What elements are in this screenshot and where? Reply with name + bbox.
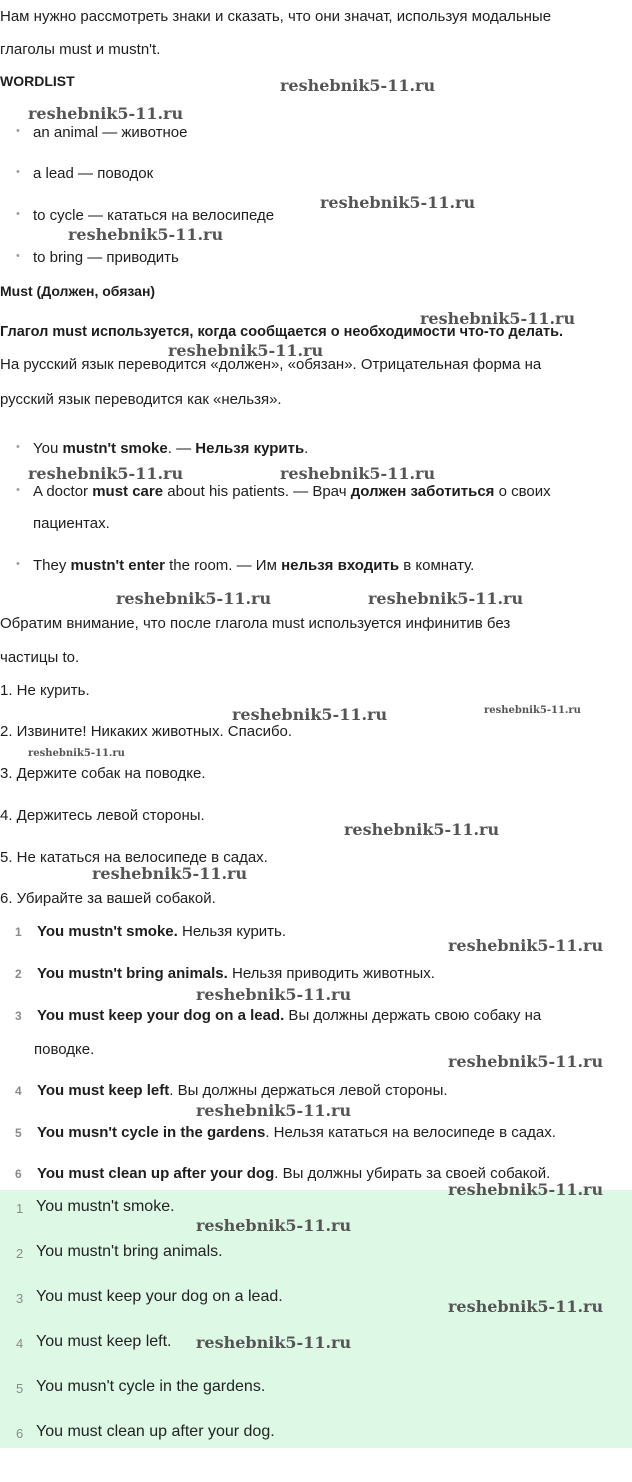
- watermark: reshebnik5-11.ru: [484, 705, 581, 716]
- wordlist-item: • a lead — поводок: [16, 165, 153, 182]
- sign-item: 5. Не кататься на велосипеде в садах.: [0, 849, 268, 866]
- answer-final-row: 6 You must clean up after your dog.: [16, 1423, 275, 1441]
- watermark: reshebnik5-11.ru: [116, 589, 272, 608]
- answer-final-row: 1 You mustn't smoke.: [16, 1198, 175, 1216]
- answer-translated-row: 2 You mustn't bring animals. Нельзя приводить животных.: [15, 965, 435, 982]
- must-rule: Глагол must используется, когда сообщается о необходимости что-то делать.: [0, 324, 564, 340]
- watermark: reshebnik5-11.ru: [28, 464, 184, 483]
- sign-item: 6. Убирайте за вашей собакой.: [0, 890, 216, 907]
- answer-final-row: 3 You must keep your dog on a lead.: [16, 1288, 283, 1306]
- answer-translated-row: 4 You must keep left. Вы должны держаться левой стороны.: [15, 1082, 448, 1099]
- watermark: reshebnik5-11.ru: [196, 985, 352, 1004]
- must-para-line-1: На русский язык переводится «должен», «обязан». Отрицательная форма на: [0, 356, 542, 373]
- watermark: reshebnik5-11.ru: [368, 589, 524, 608]
- answer-final-row: 2 You mustn't bring animals.: [16, 1243, 223, 1261]
- watermark: reshebnik5-11.ru: [28, 748, 125, 759]
- example-item: • You mustn't smoke. — Нельзя курить.: [16, 440, 308, 457]
- watermark: reshebnik5-11.ru: [280, 464, 436, 483]
- must-para-line-2: русский язык переводится как «нельзя».: [0, 391, 282, 408]
- watermark: reshebnik5-11.ru: [196, 1101, 352, 1120]
- watermark: reshebnik5-11.ru: [196, 1216, 352, 1235]
- example-item: • They mustn't enter the room. — Им нельзя входить в комнату.: [16, 557, 474, 574]
- watermark: reshebnik5-11.ru: [320, 193, 476, 212]
- intro-line-2: глаголы must и mustn't.: [0, 41, 161, 58]
- wordlist-item: • to bring — приводить: [16, 249, 179, 266]
- wordlist-item: • to cycle — кататься на велосипеде: [16, 207, 274, 224]
- watermark: reshebnik5-11.ru: [68, 225, 224, 244]
- watermark: reshebnik5-11.ru: [344, 820, 500, 839]
- sign-item: 4. Держитесь левой стороны.: [0, 807, 205, 824]
- watermark: reshebnik5-11.ru: [280, 76, 436, 95]
- wordlist-item: • an animal — животное: [16, 124, 187, 141]
- watermark: reshebnik5-11.ru: [420, 309, 576, 328]
- wordlist-heading: WORDLIST: [0, 73, 75, 89]
- sign-item: 1. Не курить.: [0, 682, 90, 699]
- answer-translated-row: 5 You musn't cycle in the gardens. Нельзя кататься на велосипеде в садах.: [15, 1124, 556, 1141]
- answer-translated-continued: поводке.: [34, 1041, 95, 1058]
- watermark: reshebnik5-11.ru: [168, 341, 324, 360]
- intro-line-1: Нам нужно рассмотреть знаки и сказать, что они значат, используя модальные: [0, 8, 552, 25]
- watermark: reshebnik5-11.ru: [28, 104, 184, 123]
- watermark: reshebnik5-11.ru: [92, 864, 248, 883]
- watermark: reshebnik5-11.ru: [448, 1180, 604, 1199]
- example-item-continued: пациентах.: [33, 515, 110, 532]
- answer-final-row: 5 You musn't cycle in the gardens.: [16, 1378, 266, 1396]
- must-heading: Must (Должен, обязан): [0, 283, 156, 299]
- watermark: reshebnik5-11.ru: [232, 705, 388, 724]
- watermark: reshebnik5-11.ru: [196, 1333, 352, 1352]
- watermark: reshebnik5-11.ru: [448, 936, 604, 955]
- note-line-2: частицы to.: [0, 649, 80, 666]
- answer-translated-row: 3 You must keep your dog on a lead. Вы должны держать свою собаку на: [15, 1007, 542, 1024]
- watermark: reshebnik5-11.ru: [448, 1297, 604, 1316]
- watermark: reshebnik5-11.ru: [448, 1052, 604, 1071]
- note-line-1: Обратим внимание, что после глагола must используется инфинитив без: [0, 615, 511, 632]
- sign-item: 2. Извините! Никаких животных. Спасибо.: [0, 723, 293, 740]
- answer-final-row: 4 You must keep left.: [16, 1333, 172, 1351]
- answer-translated-row: 1 You mustn't smoke. Нельзя курить.: [15, 923, 287, 940]
- example-item: • A doctor must care about his patients. — Врач должен заботиться о своих: [16, 483, 551, 500]
- sign-item: 3. Держите собак на поводке.: [0, 765, 206, 782]
- answer-translated-row: 6 You must clean up after your dog. Вы должны убирать за своей собакой.: [15, 1165, 551, 1182]
